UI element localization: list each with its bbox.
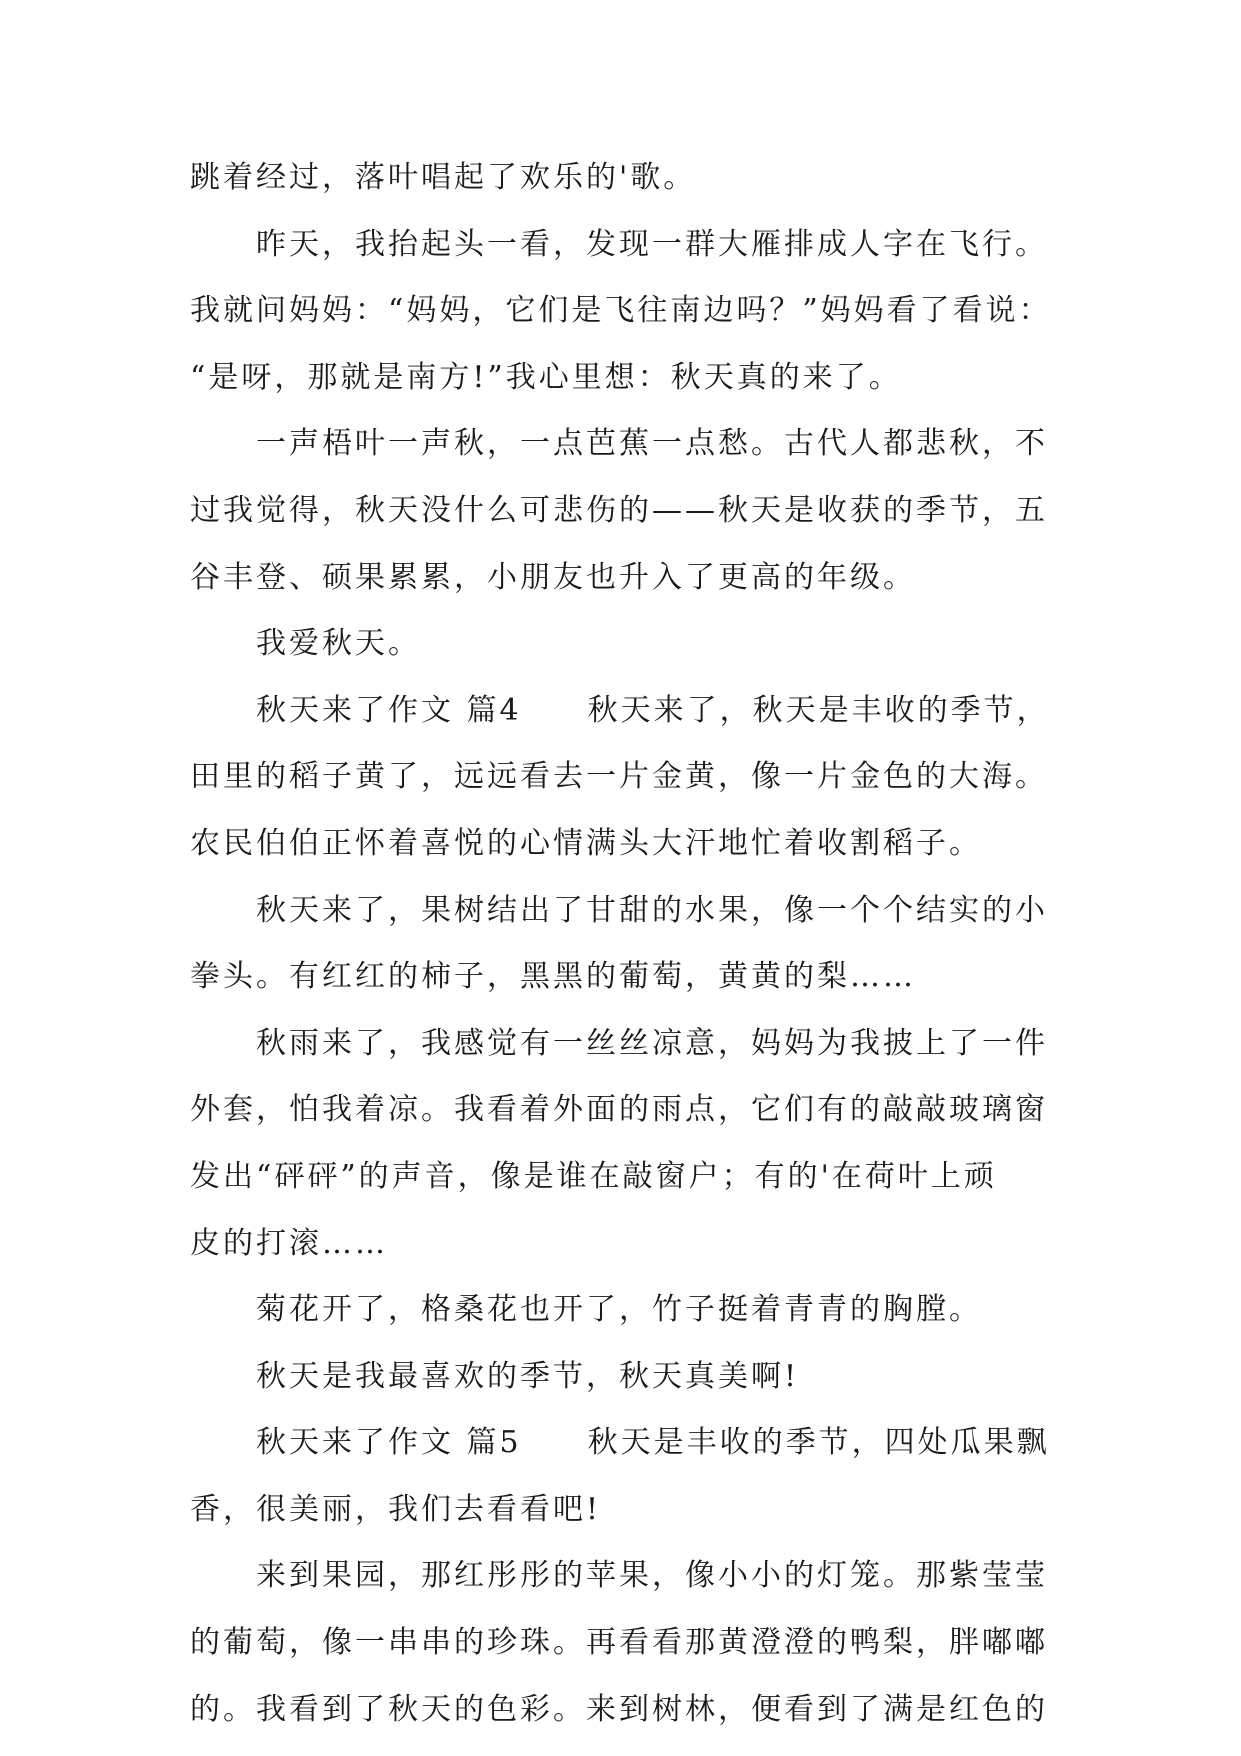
text-line: 秋雨来了，我感觉有一丝丝凉意，妈妈为我披上了一件 [256,1025,1048,1061]
text-line: 跳着经过，落叶唱起了欢乐的'歌。 [190,160,697,195]
text-line: 发出“砰砰”的声音，像是谁在敲窗户；有的'在荷叶上顽 [190,1158,997,1194]
text-line: 我就问妈妈：“妈妈，它们是飞往南边吗？”妈妈看了看说： [190,293,1052,329]
document-body [190,158,1090,1756]
text-line: 皮的打滚…… [190,1225,388,1261]
text-line: 秋天是我最喜欢的季节，秋天真美啊! [256,1358,800,1394]
text-line: 秋天来了作文 篇5 秋天是丰收的季节，四处瓜果飘 [256,1425,1050,1461]
text-line: 香，很美丽，我们去看看吧! [190,1491,602,1527]
text-line: 农民伯伯正怀着喜悦的心情满头大汗地忙着收割稻子。 [190,825,982,861]
text-line: 谷丰登、硕果累累，小朋友也升入了更高的年级。 [190,559,916,595]
text-line: 昨天，我抬起头一看，发现一群大雁排成人字在飞行。 [256,226,1048,262]
text-line: 秋天来了作文 篇4 秋天来了，秋天是丰收的季节， [256,692,1050,728]
text-line: 外套，怕我着凉。我看着外面的雨点，它们有的敲敲玻璃窗 [190,1092,1048,1128]
text-line: 的。我看到了秋天的色彩。来到树林，便看到了满是红色的 [190,1691,1048,1727]
text-line: 过我觉得，秋天没什么可悲伤的——秋天是收获的季节，五 [190,492,1048,528]
text-line: 我爱秋天。 [256,626,421,662]
text-line: 来到果园，那红彤彤的苹果，像小小的灯笼。那紫莹莹 [256,1558,1048,1594]
text-line: 一声梧叶一声秋，一点芭蕉一点愁。古代人都悲秋，不 [256,426,1048,462]
text-line: 的葡萄，像一串串的珍珠。再看看那黄澄澄的鸭梨，胖嘟嘟 [190,1625,1048,1661]
text-line: “是呀，那就是南方!”我心里想：秋天真的来了。 [190,359,902,395]
text-line: 秋天来了，果树结出了甘甜的水果，像一个个结实的小 [256,892,1048,928]
text-line: 菊花开了，格桑花也开了，竹子挺着青青的胸膛。 [256,1292,982,1328]
text-line: 拳头。有红红的柿子，黑黑的葡萄，黄黄的梨…… [190,959,916,995]
text-line: 田里的稻子黄了，远远看去一片金黄，像一片金色的大海。 [190,759,1048,795]
